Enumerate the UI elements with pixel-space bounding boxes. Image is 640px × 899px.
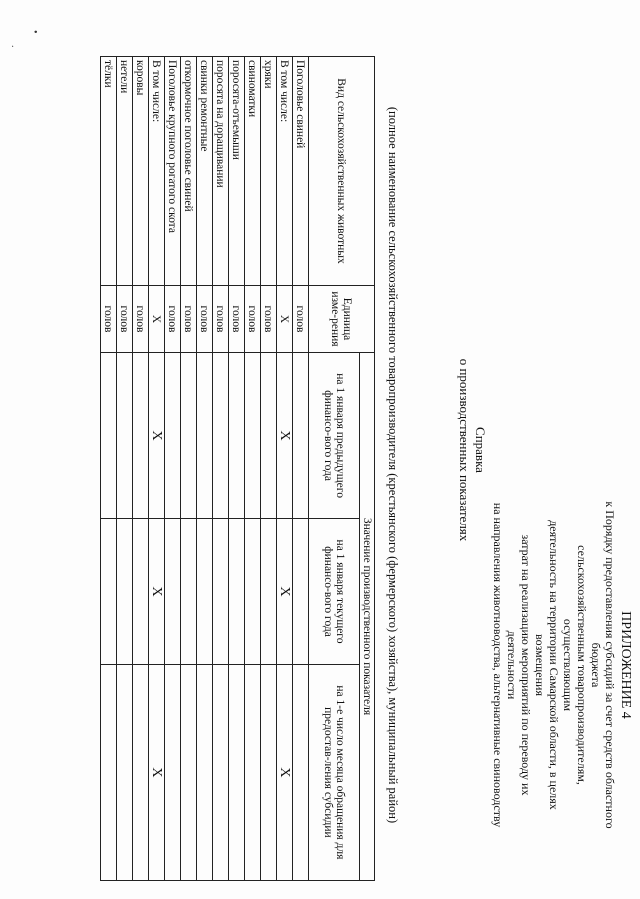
row-value-cell xyxy=(165,664,181,880)
appendix-line: на направления животноводства, альтернативные свиноводству xyxy=(491,502,505,828)
row-unit: голов xyxy=(213,286,229,353)
header-month: на 1-е число месяца обращения для предостав-ления субсидии xyxy=(309,664,360,880)
row-value-cell xyxy=(213,353,229,519)
row-animal-type: поросята на доращивании xyxy=(213,57,229,286)
header-current-year: на 1 января текущего финансо-вого года xyxy=(309,519,360,665)
row-value-cell xyxy=(133,353,149,519)
row-value-cell: X xyxy=(277,353,293,519)
table-row xyxy=(197,57,213,881)
row-value-cell xyxy=(133,664,149,880)
row-value-cell xyxy=(181,664,197,880)
table-row xyxy=(117,57,133,881)
row-value-cell xyxy=(229,664,245,880)
appendix-block xyxy=(491,500,632,830)
producer-name-caption: (полное наименование сельскохозяйственного товаропроизводителя (крестьянского (фермерского) хозяйства), муниципальный район) xyxy=(386,106,400,824)
row-animal-type: свиноматки xyxy=(245,57,261,286)
table-row xyxy=(277,57,293,881)
row-animal-type: тёлки xyxy=(101,57,117,286)
table-row xyxy=(165,57,181,881)
row-value-cell xyxy=(197,519,213,665)
appendix-line: затрат на реализацию мероприятий по переводу их деятельности xyxy=(505,534,533,796)
row-animal-type: В том числе: xyxy=(149,57,165,286)
row-unit: голов xyxy=(261,286,277,353)
header-animal-type: Вид сельскохозяйственных животных xyxy=(309,57,375,286)
row-value-cell xyxy=(101,353,117,519)
row-value-cell xyxy=(181,353,197,519)
row-value-cell xyxy=(181,519,197,665)
row-value-cell xyxy=(117,519,133,665)
header-unit: Единица изме-рения xyxy=(309,286,375,353)
row-value-cell: X xyxy=(277,664,293,880)
row-animal-type: хряки xyxy=(261,57,277,286)
row-animal-type: нетели xyxy=(117,57,133,286)
appendix-heading: ПРИЛОЖЕНИЕ 4 xyxy=(618,611,633,719)
row-value-cell xyxy=(117,664,133,880)
row-value-cell xyxy=(197,353,213,519)
row-unit: голов xyxy=(117,286,133,353)
row-value-cell: X xyxy=(277,519,293,665)
row-value-cell xyxy=(245,353,261,519)
row-value-cell: X xyxy=(149,353,165,519)
scan-speck: . xyxy=(9,45,20,48)
row-value-cell xyxy=(101,519,117,665)
row-unit: голов xyxy=(245,286,261,353)
row-unit: голов xyxy=(229,286,245,353)
row-unit: голов xyxy=(101,286,117,353)
row-unit: голов xyxy=(181,286,197,353)
row-value-cell xyxy=(117,353,133,519)
table-row xyxy=(261,57,277,881)
row-value-cell xyxy=(165,353,181,519)
row-value-cell: X xyxy=(149,664,165,880)
header-indicator-group: Значение производственного показателя xyxy=(360,353,375,881)
document-title-block xyxy=(456,140,488,760)
document-title: Справка xyxy=(473,427,488,473)
row-value-cell xyxy=(245,519,261,665)
row-value-cell xyxy=(213,519,229,665)
row-unit: голов xyxy=(197,286,213,353)
table-row xyxy=(133,57,149,881)
row-animal-type: В том числе: xyxy=(277,57,293,286)
row-value-cell xyxy=(229,353,245,519)
table-row xyxy=(181,57,197,881)
row-unit: голов xyxy=(165,286,181,353)
table-row xyxy=(149,57,165,881)
row-value-cell xyxy=(213,664,229,880)
appendix-line: сельскохозяйственным товаропроизводителям, осуществляющим xyxy=(561,545,589,785)
row-animal-type: Поголовье крупного рогатого скота xyxy=(165,57,181,286)
row-value-cell xyxy=(261,353,277,519)
appendix-line: к Порядку предоставления субсидий за счет средств областного бюджета xyxy=(589,501,617,829)
row-unit: голов xyxy=(133,286,149,353)
document-subtitle: о производственных показателях xyxy=(457,358,472,542)
row-unit: X xyxy=(149,286,165,353)
row-animal-type: откормочное поголовье свиней xyxy=(181,57,197,286)
table-row xyxy=(245,57,261,881)
row-value-cell xyxy=(261,519,277,665)
row-unit: X xyxy=(277,286,293,353)
indicators-table xyxy=(100,56,375,881)
scan-speck: • xyxy=(29,30,40,34)
row-value-cell xyxy=(197,664,213,880)
table-row xyxy=(293,57,309,881)
row-value-cell xyxy=(101,664,117,880)
row-value-cell xyxy=(229,519,245,665)
row-value-cell xyxy=(133,519,149,665)
row-unit: голов xyxy=(293,286,309,353)
row-animal-type: Поголовье свиней xyxy=(293,57,309,286)
row-animal-type: свинки ремонтные xyxy=(197,57,213,286)
row-value-cell xyxy=(293,353,309,519)
appendix-line: деятельность на территории Самарской области, в целях возмещения xyxy=(533,520,561,810)
row-value-cell xyxy=(293,519,309,665)
row-animal-type: поросята-отъемыши xyxy=(229,57,245,286)
table-row xyxy=(213,57,229,881)
row-value-cell: X xyxy=(149,519,165,665)
row-animal-type: коровы xyxy=(133,57,149,286)
row-value-cell xyxy=(261,664,277,880)
row-value-cell xyxy=(245,664,261,880)
table-row xyxy=(101,57,117,881)
header-prev-year: на 1 января предыдущего финансо-вого года xyxy=(309,353,360,519)
row-value-cell xyxy=(165,519,181,665)
table-row xyxy=(229,57,245,881)
row-value-cell xyxy=(293,664,309,880)
